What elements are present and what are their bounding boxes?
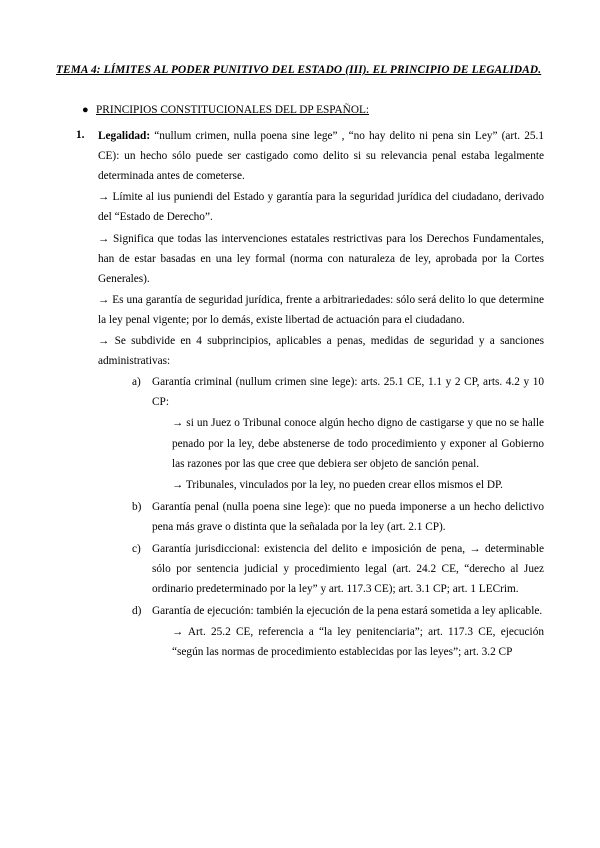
item-number: 1. [76, 129, 85, 142]
note-text: → Tribunales, vinculados por la ley, no pueden crear ellos mismos el DP. [172, 478, 503, 491]
list-item-marker: d) [132, 605, 142, 618]
item-label: Legalidad: [98, 130, 151, 143]
list-item [132, 497, 544, 538]
paragraph-subdivide: → Se subdivide en 4 subprincipios, aplicables a penas, medidas de seguridad y a sanciones administrativas: [98, 335, 544, 368]
paragraph-limite: → Límite al ius puniendi del Estado y garantía para la seguridad jurídica del ciudadano, derivado del “Estado de Derecho”. [98, 191, 544, 224]
item-lead-paragraph [98, 126, 544, 186]
list-item-body [152, 497, 544, 538]
item-body [98, 126, 544, 664]
list-item-notes [152, 413, 544, 494]
numbered-item [56, 126, 544, 664]
list-item [132, 372, 544, 496]
list-item-body [152, 601, 544, 663]
item-lead-text: “nullum crimen, nulla poena sine lege” , “no hay delito ni pena sin Ley” (art. 25.1 CE): un hecho sólo puede ser castigado como delito si su relevancia penal estaba legalmente determinada antes de cometerse. [98, 130, 544, 183]
bullet-icon: ● [82, 103, 89, 116]
list-item-text: Garantía jurisdiccional: existencia del delito e imposición de pena, → determinable sólo por sentencia judicial y procedimiento legal (art. 24.2 CE, “derecho al Juez ordinario predeterminado por la ley” y art. 117.3 CE); art. 3.1 CP; art. 1 LECrim. [152, 542, 544, 596]
paragraph-garantia: → Es una garantía de seguridad jurídica, frente a arbitrariedades: sólo será delito lo que determine la ley penal vigente; por lo demás, existe libertad de actuación para el ciudadano. [98, 293, 544, 326]
list-item [132, 539, 544, 600]
subprinciples-list [98, 372, 544, 663]
list-item-notes [152, 622, 544, 662]
list-item-marker: c) [132, 542, 141, 555]
list-item [132, 601, 544, 663]
list-item-text: Garantía penal (nulla poena sine lege): que no pueda imponerse a un hecho delictivo pena más grave o distinta que la señalada por la ley (art. 2.1 CP). [152, 500, 544, 533]
page-title: TEMA 4: LÍMITES AL PODER PUNITIVO DEL ESTADO (III). EL PRINCIPIO DE LEGALIDAD. [56, 64, 542, 76]
list-item-body [152, 539, 544, 600]
section-heading: PRINCIPIOS CONSTITUCIONALES DEL DP ESPAÑOL: [96, 103, 370, 116]
list-item-marker: a) [132, 376, 141, 389]
list-item-body [152, 372, 544, 496]
list-item-text: Garantía de ejecución: también la ejecución de la pena estará sometida a ley aplicable. [152, 605, 543, 618]
list-item-text: Garantía criminal (nullum crimen sine lege): arts. 25.1 CE, 1.1 y 2 CP, arts. 4.2 y 10 CP: [152, 376, 544, 409]
paragraph-significa: → Significa que todas las intervenciones estatales restrictivas para los Derechos Fundamentales, han de estar basadas en una ley formal (norma con naturaleza de ley, aprobada por la Cortes Generales). [98, 232, 544, 285]
note-text: → si un Juez o Tribunal conoce algún hecho digno de castigarse y que no se halle penado por la ley, debe abstenerse de todo procedimiento y exponer al Gobierno las razones por las que cree que debiera ser objeto de sanción penal. [172, 417, 544, 470]
section-heading-row [56, 101, 544, 120]
list-item-marker: b) [132, 500, 142, 513]
note-text: → Art. 25.2 CE, referencia a “la ley penitenciaria”; art. 117.3 CE, ejecución “según las normas de procedimiento establecidas por las leyes”; art. 3.2 CP [172, 626, 544, 659]
